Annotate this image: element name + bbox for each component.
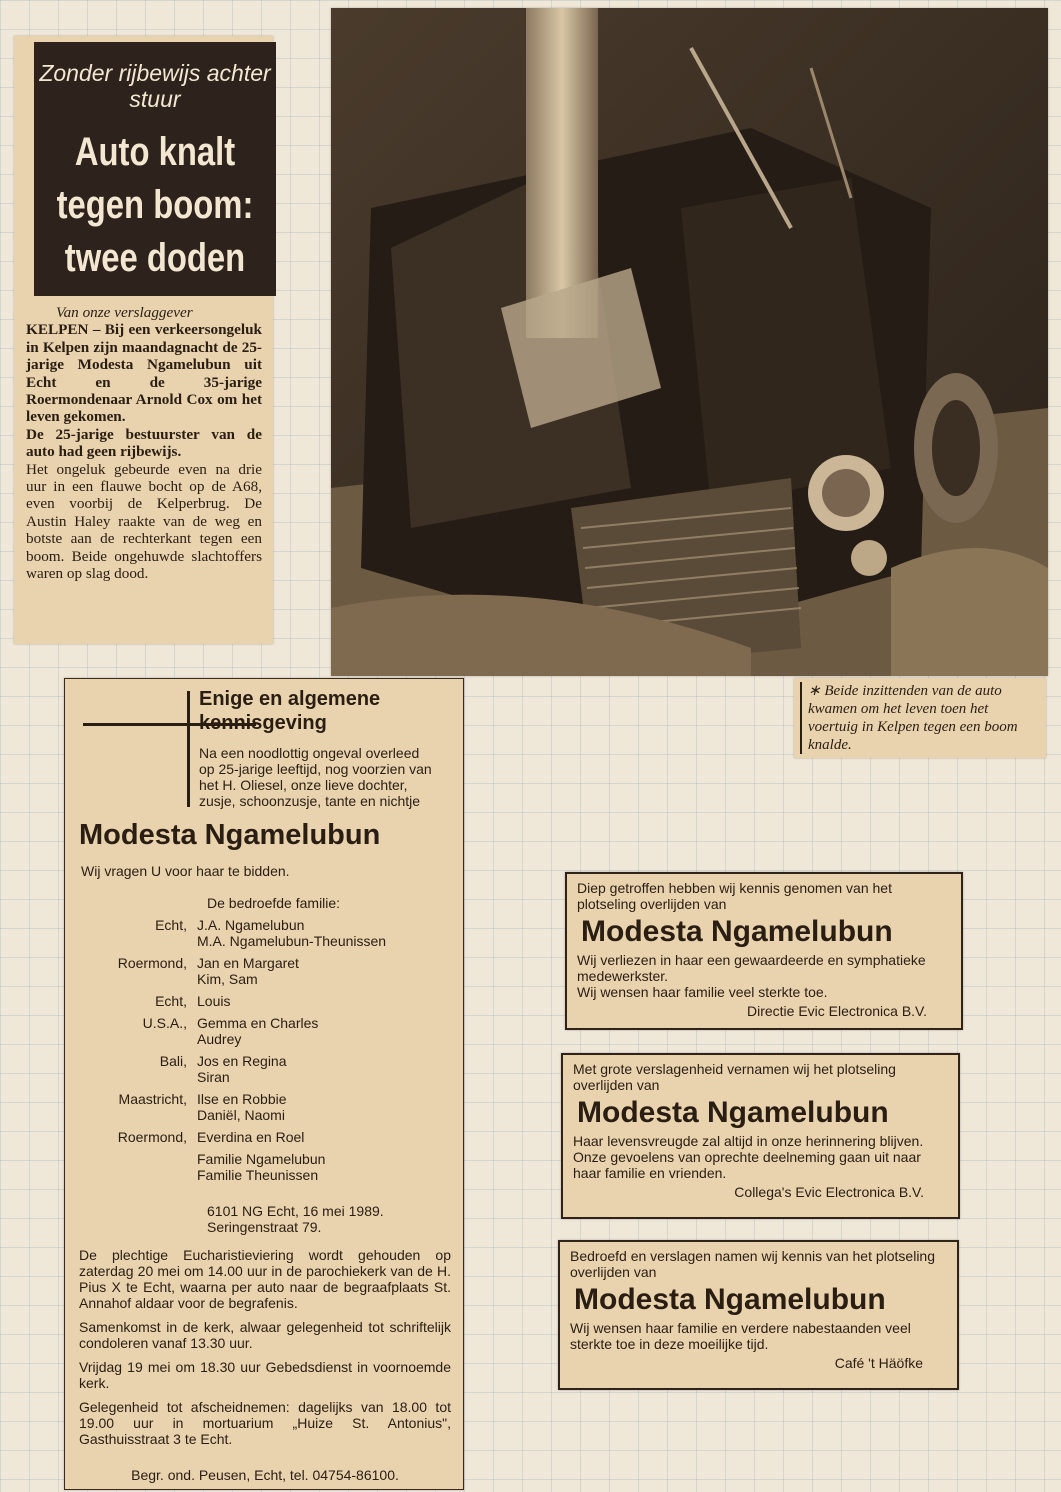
funeral-details <box>79 1247 451 1455</box>
deceased-name: Modesta Ngamelubun <box>79 819 381 851</box>
family-place <box>65 1151 197 1183</box>
family-names: Ilse en Robbie Daniël, Naomi <box>197 1091 287 1123</box>
family-row <box>65 1151 465 1183</box>
article-text: Het ongeluk gebeurde even na drie uur in een flauwe bocht op de A68, even voorbij de Kelperbrug. De Austin Haley raakte van de weg en botste aan de rechterkant tegen een boom. Beide ongehuwde slachtoffers waren op slag dood. <box>26 460 262 583</box>
funeral-paragraph: Samenkomst in de kerk, alwaar gelegenheid tot schriftelijk condoleren vanaf 13.30 uur. <box>79 1319 451 1351</box>
photo-caption: ∗ Beide inzittenden van de auto kwamen om het leven toen het voertuig in Kelpen tegen een boom knalde. <box>800 682 1040 754</box>
condolence-signature: Collega's Evic Electronica B.V. <box>734 1184 924 1200</box>
family-place: Roermond, <box>117 1129 187 1145</box>
condolence-name: Modesta Ngamelubun <box>574 1283 886 1316</box>
headline-box <box>34 42 276 296</box>
family-header: De bedroefde familie: <box>207 895 341 911</box>
article-byline: Van onze verslaggever <box>56 304 193 321</box>
family-row <box>65 1091 465 1123</box>
condolence-name: Modesta Ngamelubun <box>581 915 893 948</box>
family-place: Roermond, <box>117 955 187 971</box>
condolence-notice-1 <box>565 872 963 1030</box>
crashed-car-image <box>331 8 1048 676</box>
notice-intro: Na een noodlottig ongeval overleed op 25-jarige leeftijd, nog voorzien van het H. Oliesel, onze lieve dochter, zusje, schoonzusje, tante en nichtje <box>199 745 432 809</box>
funeral-paragraph: Gelegenheid tot afscheidnemen: dagelijks van 18.00 tot 19.00 uur in mortuarium „Huize St. Antonius", Gasthuisstraat 3 te Echt. <box>79 1399 451 1447</box>
condolence-notice-2 <box>561 1053 960 1219</box>
article-kicker: Zonder rijbewijs achter stuur <box>39 60 271 112</box>
undertaker-line: Begr. ond. Peusen, Echt, tel. 04754-86100. <box>131 1467 399 1483</box>
family-names: Jos en Regina Siran <box>197 1053 287 1085</box>
family-row <box>65 1129 465 1145</box>
family-names: Familie Ngamelubun Familie Theunissen <box>197 1151 326 1183</box>
lead-text: – Bij een verkeersongeluk in Kelpen zijn maandagnacht de 25-jarige Modesta Ngamelubun uit Echt en de 35-jarige Roermondenaar Arnold Cox om het leven gekomen. <box>26 321 262 426</box>
family-place: Echt, <box>155 917 187 933</box>
family-names: Louis <box>197 993 231 1009</box>
family-names: Gemma en Charles Audrey <box>197 1015 319 1047</box>
condolence-intro: Met grote verslagenheid vernamen wij het plotseling overlijden van <box>573 1061 896 1093</box>
condolence-body: Wij wensen haar familie en verdere nabestaanden veel sterkte toe in deze moeilijke tijd. <box>570 1320 911 1352</box>
death-notice <box>64 678 464 1490</box>
cross-icon <box>187 691 190 807</box>
family-row <box>65 955 465 987</box>
condolence-body: Wij verliezen in haar een gewaardeerde en symphatieke medewerkster. Wij wensen haar familie veel sterkte toe. <box>577 952 926 1000</box>
condolence-intro: Diep getroffen hebben wij kennis genomen van het plotseling overlijden van <box>577 880 892 912</box>
family-list <box>65 917 465 1183</box>
article-body <box>26 304 262 583</box>
family-place: U.S.A., <box>142 1015 187 1031</box>
article-headline: Auto knalt tegen boom: twee doden <box>56 130 254 280</box>
family-place: Bali, <box>159 1053 187 1069</box>
family-names: Jan en Margaret Kim, Sam <box>197 955 299 987</box>
condolence-signature: Directie Evic Electronica B.V. <box>747 1003 927 1019</box>
funeral-paragraph: Vrijdag 19 mei om 18.30 uur Gebedsdienst in voornoemde kerk. <box>79 1359 451 1391</box>
funeral-paragraph: De plechtige Eucharistieviering wordt gehouden op zaterdag 20 mei om 14.00 uur in de parochiekerk van de H. Pius X te Echt, waarna per auto naar de begraafplaats St. Annahof aldaar voor de begrafenis. <box>79 1247 451 1311</box>
family-names: J.A. Ngamelubun M.A. Ngamelubun-Theunissen <box>197 917 387 949</box>
article-bold-paragraph: De 25-jarige bestuurster van de auto had geen rijbewijs. <box>26 425 262 461</box>
family-place: Maastricht, <box>118 1091 187 1107</box>
family-place: Echt, <box>155 993 187 1009</box>
family-row <box>65 1015 465 1047</box>
news-article-clipping <box>14 36 273 644</box>
dateline: KELPEN <box>26 321 89 339</box>
prayer-request: Wij vragen U voor haar te bidden. <box>81 863 290 879</box>
notice-address: 6101 NG Echt, 16 mei 1989. Seringenstraat 79. <box>207 1203 384 1235</box>
article-lead <box>26 321 262 425</box>
condolence-notice-3 <box>558 1240 959 1390</box>
condolence-intro: Bedroefd en verslagen namen wij kennis van het plotseling overlijden van <box>570 1248 936 1280</box>
condolence-name: Modesta Ngamelubun <box>577 1096 889 1129</box>
condolence-signature: Café 't Häöfke <box>834 1355 923 1371</box>
photo-caption-clipping <box>794 678 1046 758</box>
family-names: Everdina en Roel <box>197 1129 305 1145</box>
crash-photo <box>331 8 1048 676</box>
condolence-body: Haar levensvreugde zal altijd in onze herinnering blijven. Onze gevoelens van oprechte deelneming gaan uit naar haar familie en vrienden. <box>573 1133 924 1181</box>
notice-title: Enige en algemene kennisgeving <box>199 688 381 734</box>
family-row <box>65 993 465 1009</box>
family-row <box>65 1053 465 1085</box>
family-row <box>65 917 465 949</box>
